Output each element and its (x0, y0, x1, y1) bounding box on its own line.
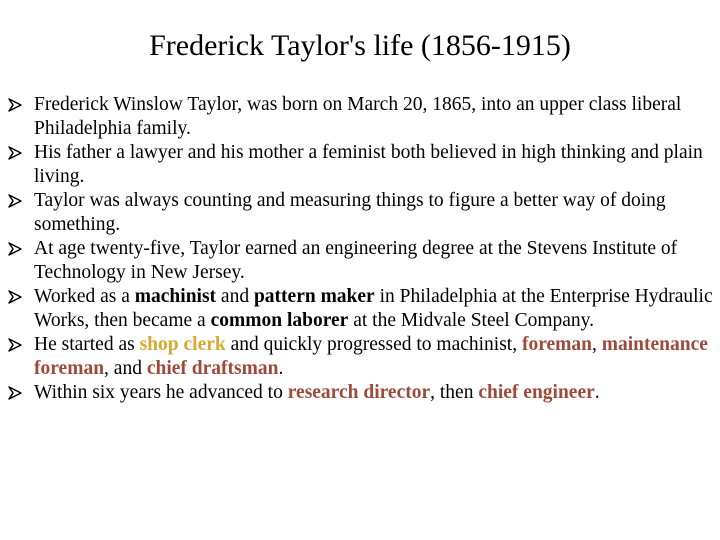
arrowhead-bullet-icon (8, 242, 22, 256)
text-run: , then (430, 382, 479, 403)
text-run: . (594, 382, 600, 403)
text-run: Worked as a (34, 286, 135, 307)
emphasis-machinist: machinist (134, 286, 217, 307)
text-run: and (216, 286, 254, 307)
emphasis-chief-draftsman: chief draftsman (146, 358, 279, 379)
emphasis-maintenance-foreman: maintenance foreman (34, 334, 708, 379)
slide-title: Frederick Taylor's life (1856-1915) (149, 29, 571, 62)
bullet-text: At age twenty-five, Taylor earned an engineering degree at the Stevens Institute of Technology in New Jersey. (34, 238, 678, 283)
arrowhead-bullet-icon (8, 98, 22, 112)
bullet-item (8, 93, 720, 141)
arrowhead-bullet-icon (8, 386, 22, 400)
bullet-item (8, 237, 720, 285)
arrowhead-bullet-icon (8, 290, 22, 304)
bullet-text (34, 382, 600, 403)
bullet-item (8, 285, 720, 333)
bullet-text (34, 286, 713, 331)
emphasis-shop-clerk: shop clerk (139, 334, 226, 355)
arrowhead-bullet-icon (8, 194, 22, 208)
text-run: , and (104, 358, 147, 379)
bullet-text: Frederick Winslow Taylor, was born on March 20, 1865, into an upper class liberal Philadelphia family. (34, 94, 682, 139)
text-run: Within six years he advanced to (34, 382, 288, 403)
text-run: . (278, 358, 284, 379)
emphasis-foreman: foreman (521, 334, 593, 355)
bullet-text: His father a lawyer and his mother a feminist both believed in high thinking and plain living. (34, 142, 703, 187)
bullet-text: Taylor was always counting and measuring things to figure a better way of doing something. (34, 190, 666, 235)
text-run: He started as (34, 334, 140, 355)
text-run: in Philadelphia at the Enterprise Hydraulic Works, then became a (34, 286, 713, 331)
emphasis-pattern-maker: pattern maker (253, 286, 375, 307)
text-run: , (592, 334, 602, 355)
bullet-text (34, 334, 708, 379)
bullet-list (8, 93, 720, 405)
arrowhead-bullet-icon (8, 338, 22, 352)
bullet-item (8, 189, 720, 237)
bullet-item (8, 333, 720, 381)
emphasis-common-laborer: common laborer (210, 310, 349, 331)
bullet-item (8, 141, 720, 189)
arrowhead-bullet-icon (8, 146, 22, 160)
emphasis-research-director: research director (287, 382, 431, 403)
bullet-item (8, 381, 720, 405)
emphasis-chief-engineer: chief engineer (478, 382, 595, 403)
text-run: and quickly progressed to machinist, (225, 334, 522, 355)
text-run: at the Midvale Steel Company. (348, 310, 595, 331)
